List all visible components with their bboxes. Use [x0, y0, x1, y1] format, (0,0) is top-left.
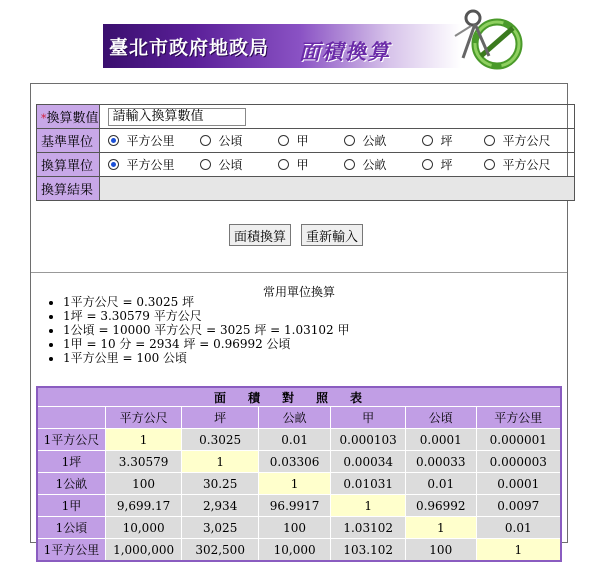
table-cell: 0.0097 [476, 495, 561, 517]
table-cell: 1 [258, 473, 331, 495]
main-panel [30, 83, 568, 557]
common-unit-item: • 1甲 = 10 分 = 2934 坪 = 0.96992 公頃 [63, 337, 349, 351]
reset-button[interactable]: 重新輸入 [301, 224, 363, 246]
table-cell: 0.00033 [405, 451, 476, 473]
radio-circle-icon[interactable] [278, 135, 289, 146]
base-unit-radio-1[interactable] [200, 132, 278, 149]
radio-label: 甲 [296, 134, 309, 148]
table-cell: 3,025 [182, 517, 258, 539]
table-cell: 2,934 [182, 495, 258, 517]
target-unit-radio-0[interactable] [108, 156, 200, 173]
radio-label: 公頃 [218, 158, 243, 172]
radio-circle-icon[interactable] [108, 159, 119, 170]
target-unit-radio-5[interactable] [484, 156, 574, 173]
radio-circle-icon[interactable] [344, 159, 355, 170]
radio-label: 平方公尺 [502, 134, 551, 148]
column-header: 公畝 [258, 407, 331, 429]
table-cell: 1 [182, 451, 258, 473]
radio-label: 平方公里 [126, 158, 175, 172]
agency-name: 臺北市政府地政局 [109, 37, 270, 59]
page-title: 面積換算 [299, 40, 391, 64]
table-cell: 3.30579 [105, 451, 182, 473]
radio-circle-icon[interactable] [422, 159, 433, 170]
table-cell: 1 [105, 429, 182, 451]
target-unit-group [100, 156, 574, 173]
table-cell: 10,000 [258, 539, 331, 562]
radio-circle-icon[interactable] [200, 135, 211, 146]
radio-label: 坪 [440, 134, 453, 148]
table-corner [37, 407, 105, 429]
table-cell: 100 [105, 473, 182, 495]
table-row [37, 451, 561, 473]
base-unit-radio-3[interactable] [344, 132, 422, 149]
radio-circle-icon[interactable] [484, 135, 495, 146]
row-label: 1平方公里 [37, 539, 105, 562]
common-unit-item: • 1平方公尺 = 0.3025 坪 [63, 295, 349, 309]
radio-circle-icon[interactable] [200, 159, 211, 170]
table-cell: 0.000103 [331, 429, 406, 451]
table-cell: 0.03306 [258, 451, 331, 473]
table-cell: 10,000 [105, 517, 182, 539]
column-header: 坪 [182, 407, 258, 429]
row-label: 1公畝 [37, 473, 105, 495]
target-unit-label: 換算單位 [37, 153, 100, 177]
target-unit-radio-1[interactable] [200, 156, 278, 173]
table-cell: 0.01 [476, 517, 561, 539]
table-cell: 1,000,000 [105, 539, 182, 562]
base-unit-radio-5[interactable] [484, 132, 574, 149]
radio-label: 平方公里 [126, 134, 175, 148]
result-output [99, 177, 574, 201]
column-header: 平方公里 [476, 407, 561, 429]
radio-label: 坪 [440, 158, 453, 172]
radio-circle-icon[interactable] [108, 135, 119, 146]
table-cell: 0.3025 [182, 429, 258, 451]
table-cell: 0.01031 [331, 473, 406, 495]
value-label: *換算數值 [37, 105, 100, 129]
radio-circle-icon[interactable] [344, 135, 355, 146]
table-cell: 30.25 [182, 473, 258, 495]
base-unit-radio-2[interactable] [278, 132, 344, 149]
table-cell: 0.01 [405, 473, 476, 495]
table-cell: 1 [405, 517, 476, 539]
table-cell: 1 [331, 495, 406, 517]
common-unit-item: • 1坪 = 3.30579 平方公尺 [63, 309, 349, 323]
common-units-title: 常用單位換算 [262, 285, 335, 299]
row-label: 1甲 [37, 495, 105, 517]
row-label: 1公頃 [37, 517, 105, 539]
row-label: 1坪 [37, 451, 105, 473]
table-title: 面積對照表 [37, 387, 561, 407]
compass-logo-icon [453, 6, 531, 76]
column-header: 平方公尺 [105, 407, 182, 429]
table-cell: 100 [258, 517, 331, 539]
table-row [37, 495, 561, 517]
base-unit-label: 基準單位 [37, 129, 100, 153]
table-cell: 9,699.17 [105, 495, 182, 517]
common-unit-item: • 1公頃 = 10000 平方公尺 = 3025 坪 = 1.03102 甲 [63, 323, 349, 337]
radio-label: 公畝 [362, 158, 387, 172]
table-cell: 100 [405, 539, 476, 562]
area-comparison-table [36, 386, 562, 562]
table-cell: 103.102 [331, 539, 406, 562]
table-row [37, 429, 561, 451]
base-unit-group [100, 132, 574, 149]
common-units-list [47, 295, 349, 365]
conversion-form [36, 104, 575, 201]
divider [31, 272, 567, 273]
table-row [37, 517, 561, 539]
table-cell: 0.96992 [405, 495, 476, 517]
convert-button[interactable]: 面積換算 [229, 224, 291, 246]
header-banner [103, 24, 461, 68]
radio-label: 公畝 [362, 134, 387, 148]
table-cell: 0.000001 [476, 429, 561, 451]
target-unit-radio-3[interactable] [344, 156, 422, 173]
table-cell: 96.9917 [258, 495, 331, 517]
table-cell: 302,500 [182, 539, 258, 562]
radio-circle-icon[interactable] [484, 159, 495, 170]
table-cell: 1.03102 [331, 517, 406, 539]
target-unit-radio-2[interactable] [278, 156, 344, 173]
table-header-row [37, 407, 561, 429]
common-unit-item: • 1平方公里 = 100 公頃 [63, 351, 349, 365]
column-header: 公頃 [405, 407, 476, 429]
base-unit-radio-4[interactable] [422, 132, 484, 149]
table-cell: 0.0001 [476, 473, 561, 495]
column-header: 甲 [331, 407, 406, 429]
table-cell: 0.01 [258, 429, 331, 451]
table-cell: 0.0001 [405, 429, 476, 451]
value-input[interactable] [108, 108, 246, 126]
table-cell: 1 [476, 539, 561, 562]
radio-label: 公頃 [218, 134, 243, 148]
table-cell: 0.000003 [476, 451, 561, 473]
radio-label: 平方公尺 [502, 158, 551, 172]
radio-label: 甲 [296, 158, 309, 172]
target-unit-radio-4[interactable] [422, 156, 484, 173]
radio-circle-icon[interactable] [422, 135, 433, 146]
base-unit-radio-0[interactable] [108, 132, 200, 149]
radio-circle-icon[interactable] [278, 159, 289, 170]
row-label: 1平方公尺 [37, 429, 105, 451]
table-row [37, 473, 561, 495]
result-label: 換算結果 [37, 177, 100, 201]
table-cell: 0.00034 [331, 451, 406, 473]
